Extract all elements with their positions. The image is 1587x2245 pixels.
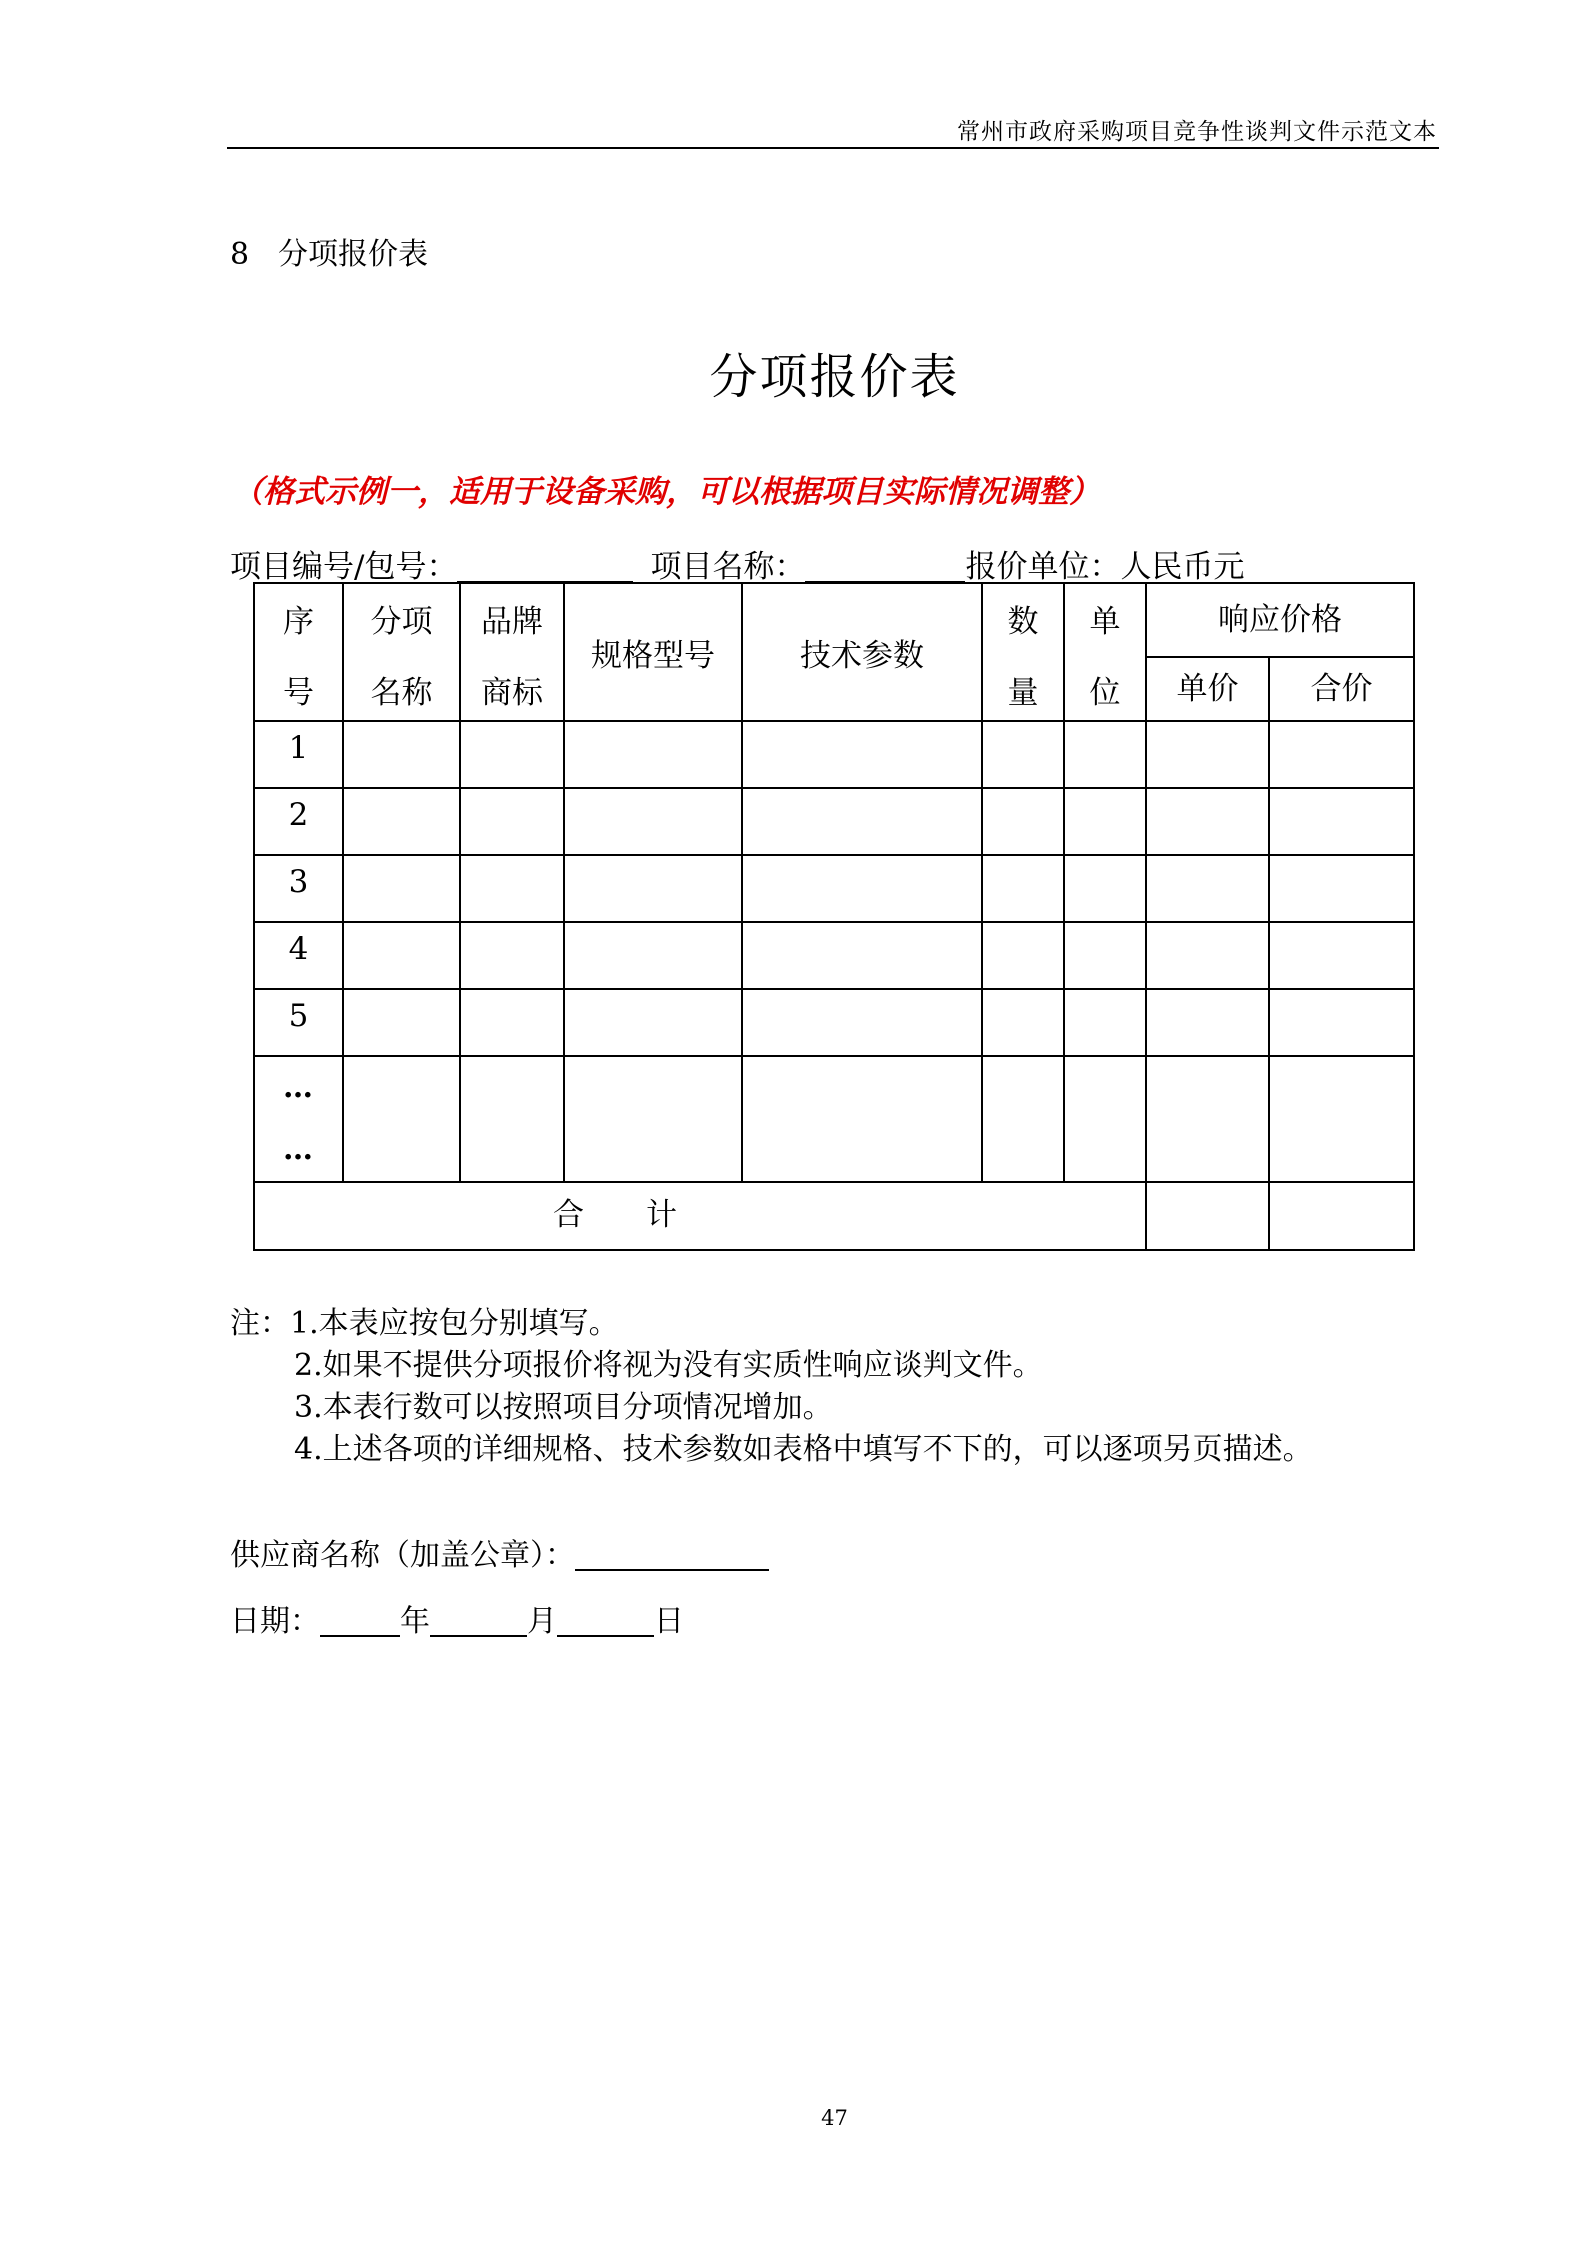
row-seq-ellipsis: … … <box>254 1056 343 1182</box>
row-seq: 4 <box>254 922 343 989</box>
header-quantity: 数 量 <box>982 583 1064 721</box>
cell <box>564 855 742 922</box>
cell <box>343 788 460 855</box>
cell <box>1146 721 1269 788</box>
notes <box>230 1303 1313 1471</box>
table-row <box>254 788 1414 855</box>
cell <box>1064 721 1146 788</box>
cell <box>1146 922 1269 989</box>
cell <box>564 788 742 855</box>
row-seq: 2 <box>254 788 343 855</box>
format-note: （格式示例一，适用于设备采购，可以根据项目实际情况调整） <box>232 474 1100 510</box>
date-line <box>230 1596 684 1640</box>
cell <box>1146 1056 1269 1182</box>
cell <box>343 922 460 989</box>
cell <box>564 989 742 1056</box>
table-row-ellipsis <box>254 1056 1414 1182</box>
cell <box>1146 788 1269 855</box>
table-row <box>254 721 1414 788</box>
cell <box>1269 989 1414 1056</box>
cell <box>460 721 564 788</box>
cell <box>1146 855 1269 922</box>
page-title: 分项报价表 <box>709 349 960 405</box>
cell <box>982 855 1064 922</box>
cell <box>564 1056 742 1182</box>
cell <box>742 989 982 1056</box>
header-divider <box>227 147 1439 149</box>
header-unit: 单 位 <box>1064 583 1146 721</box>
cell <box>564 922 742 989</box>
cell <box>982 922 1064 989</box>
cell <box>742 855 982 922</box>
header-unit-price: 单价 <box>1146 657 1269 721</box>
year-label: 年 <box>400 1604 430 1639</box>
cell <box>460 1056 564 1182</box>
cell <box>1064 855 1146 922</box>
cell <box>460 989 564 1056</box>
month-blank <box>430 1607 527 1637</box>
note-line: 4.上述各项的详细规格、技术参数如表格中填写不下的，可以逐项另页描述。 <box>294 1432 1313 1467</box>
table-row <box>254 855 1414 922</box>
quote-unit-label: 报价单位：人民币元 <box>965 549 1245 585</box>
date-label: 日期： <box>230 1604 320 1639</box>
table-row <box>254 922 1414 989</box>
total-sum-cell <box>1269 1182 1414 1250</box>
project-code-label: 项目编号/包号： <box>230 549 458 585</box>
total-label: 合 计 <box>254 1182 1146 1250</box>
day-blank <box>557 1607 654 1637</box>
quote-table <box>253 582 1415 1251</box>
header-brand: 品牌 商标 <box>460 583 564 721</box>
cell <box>343 1056 460 1182</box>
row-seq: 5 <box>254 989 343 1056</box>
project-code-blank <box>457 551 633 583</box>
running-header: 常州市政府采购项目竞争性谈判文件示范文本 <box>957 119 1437 145</box>
supplier-label: 供应商名称（加盖公章）： <box>230 1538 575 1573</box>
day-label: 日 <box>654 1604 684 1639</box>
cell <box>1269 788 1414 855</box>
cell <box>460 922 564 989</box>
cell <box>982 788 1064 855</box>
section-heading <box>230 229 428 273</box>
cell <box>982 989 1064 1056</box>
cell <box>1269 922 1414 989</box>
cell <box>343 721 460 788</box>
month-label: 月 <box>527 1604 557 1639</box>
note-line: 注：1.本表应按包分别填写。 <box>230 1306 619 1341</box>
row-seq: 3 <box>254 855 343 922</box>
section-title: 分项报价表 <box>278 237 428 272</box>
year-blank <box>320 1607 400 1637</box>
cell <box>343 855 460 922</box>
supplier-line <box>230 1530 769 1574</box>
cell <box>742 721 982 788</box>
project-name-blank <box>805 551 965 583</box>
cell <box>460 788 564 855</box>
cell <box>742 922 982 989</box>
cell <box>982 721 1064 788</box>
header-tech-params: 技术参数 <box>742 583 982 721</box>
table-row <box>254 989 1414 1056</box>
cell <box>1269 721 1414 788</box>
header-spec: 规格型号 <box>564 583 742 721</box>
cell <box>1064 922 1146 989</box>
cell <box>343 989 460 1056</box>
row-seq: 1 <box>254 721 343 788</box>
cell <box>564 721 742 788</box>
total-unit-price-cell <box>1146 1182 1269 1250</box>
cell <box>1064 989 1146 1056</box>
section-number: 8 <box>230 237 250 272</box>
note-line: 2.如果不提供分项报价将视为没有实质性响应谈判文件。 <box>294 1348 1043 1383</box>
project-info-line <box>230 541 1244 586</box>
cell <box>742 788 982 855</box>
header-total-price: 合价 <box>1269 657 1414 721</box>
cell <box>1269 1056 1414 1182</box>
header-response-price: 响应价格 <box>1146 583 1414 657</box>
header-seq: 序 号 <box>254 583 343 721</box>
cell <box>1064 788 1146 855</box>
cell <box>1064 1056 1146 1182</box>
supplier-blank <box>575 1541 769 1571</box>
cell <box>742 1056 982 1182</box>
header-item-name: 分项 名称 <box>343 583 460 721</box>
cell <box>1146 989 1269 1056</box>
project-name-label: 项目名称： <box>650 549 806 585</box>
page-number: 47 <box>821 2106 848 2130</box>
table-header-row <box>254 583 1414 657</box>
cell <box>1269 855 1414 922</box>
note-line: 3.本表行数可以按照项目分项情况增加。 <box>294 1390 833 1425</box>
cell <box>460 855 564 922</box>
cell <box>982 1056 1064 1182</box>
table-total-row <box>254 1182 1414 1250</box>
